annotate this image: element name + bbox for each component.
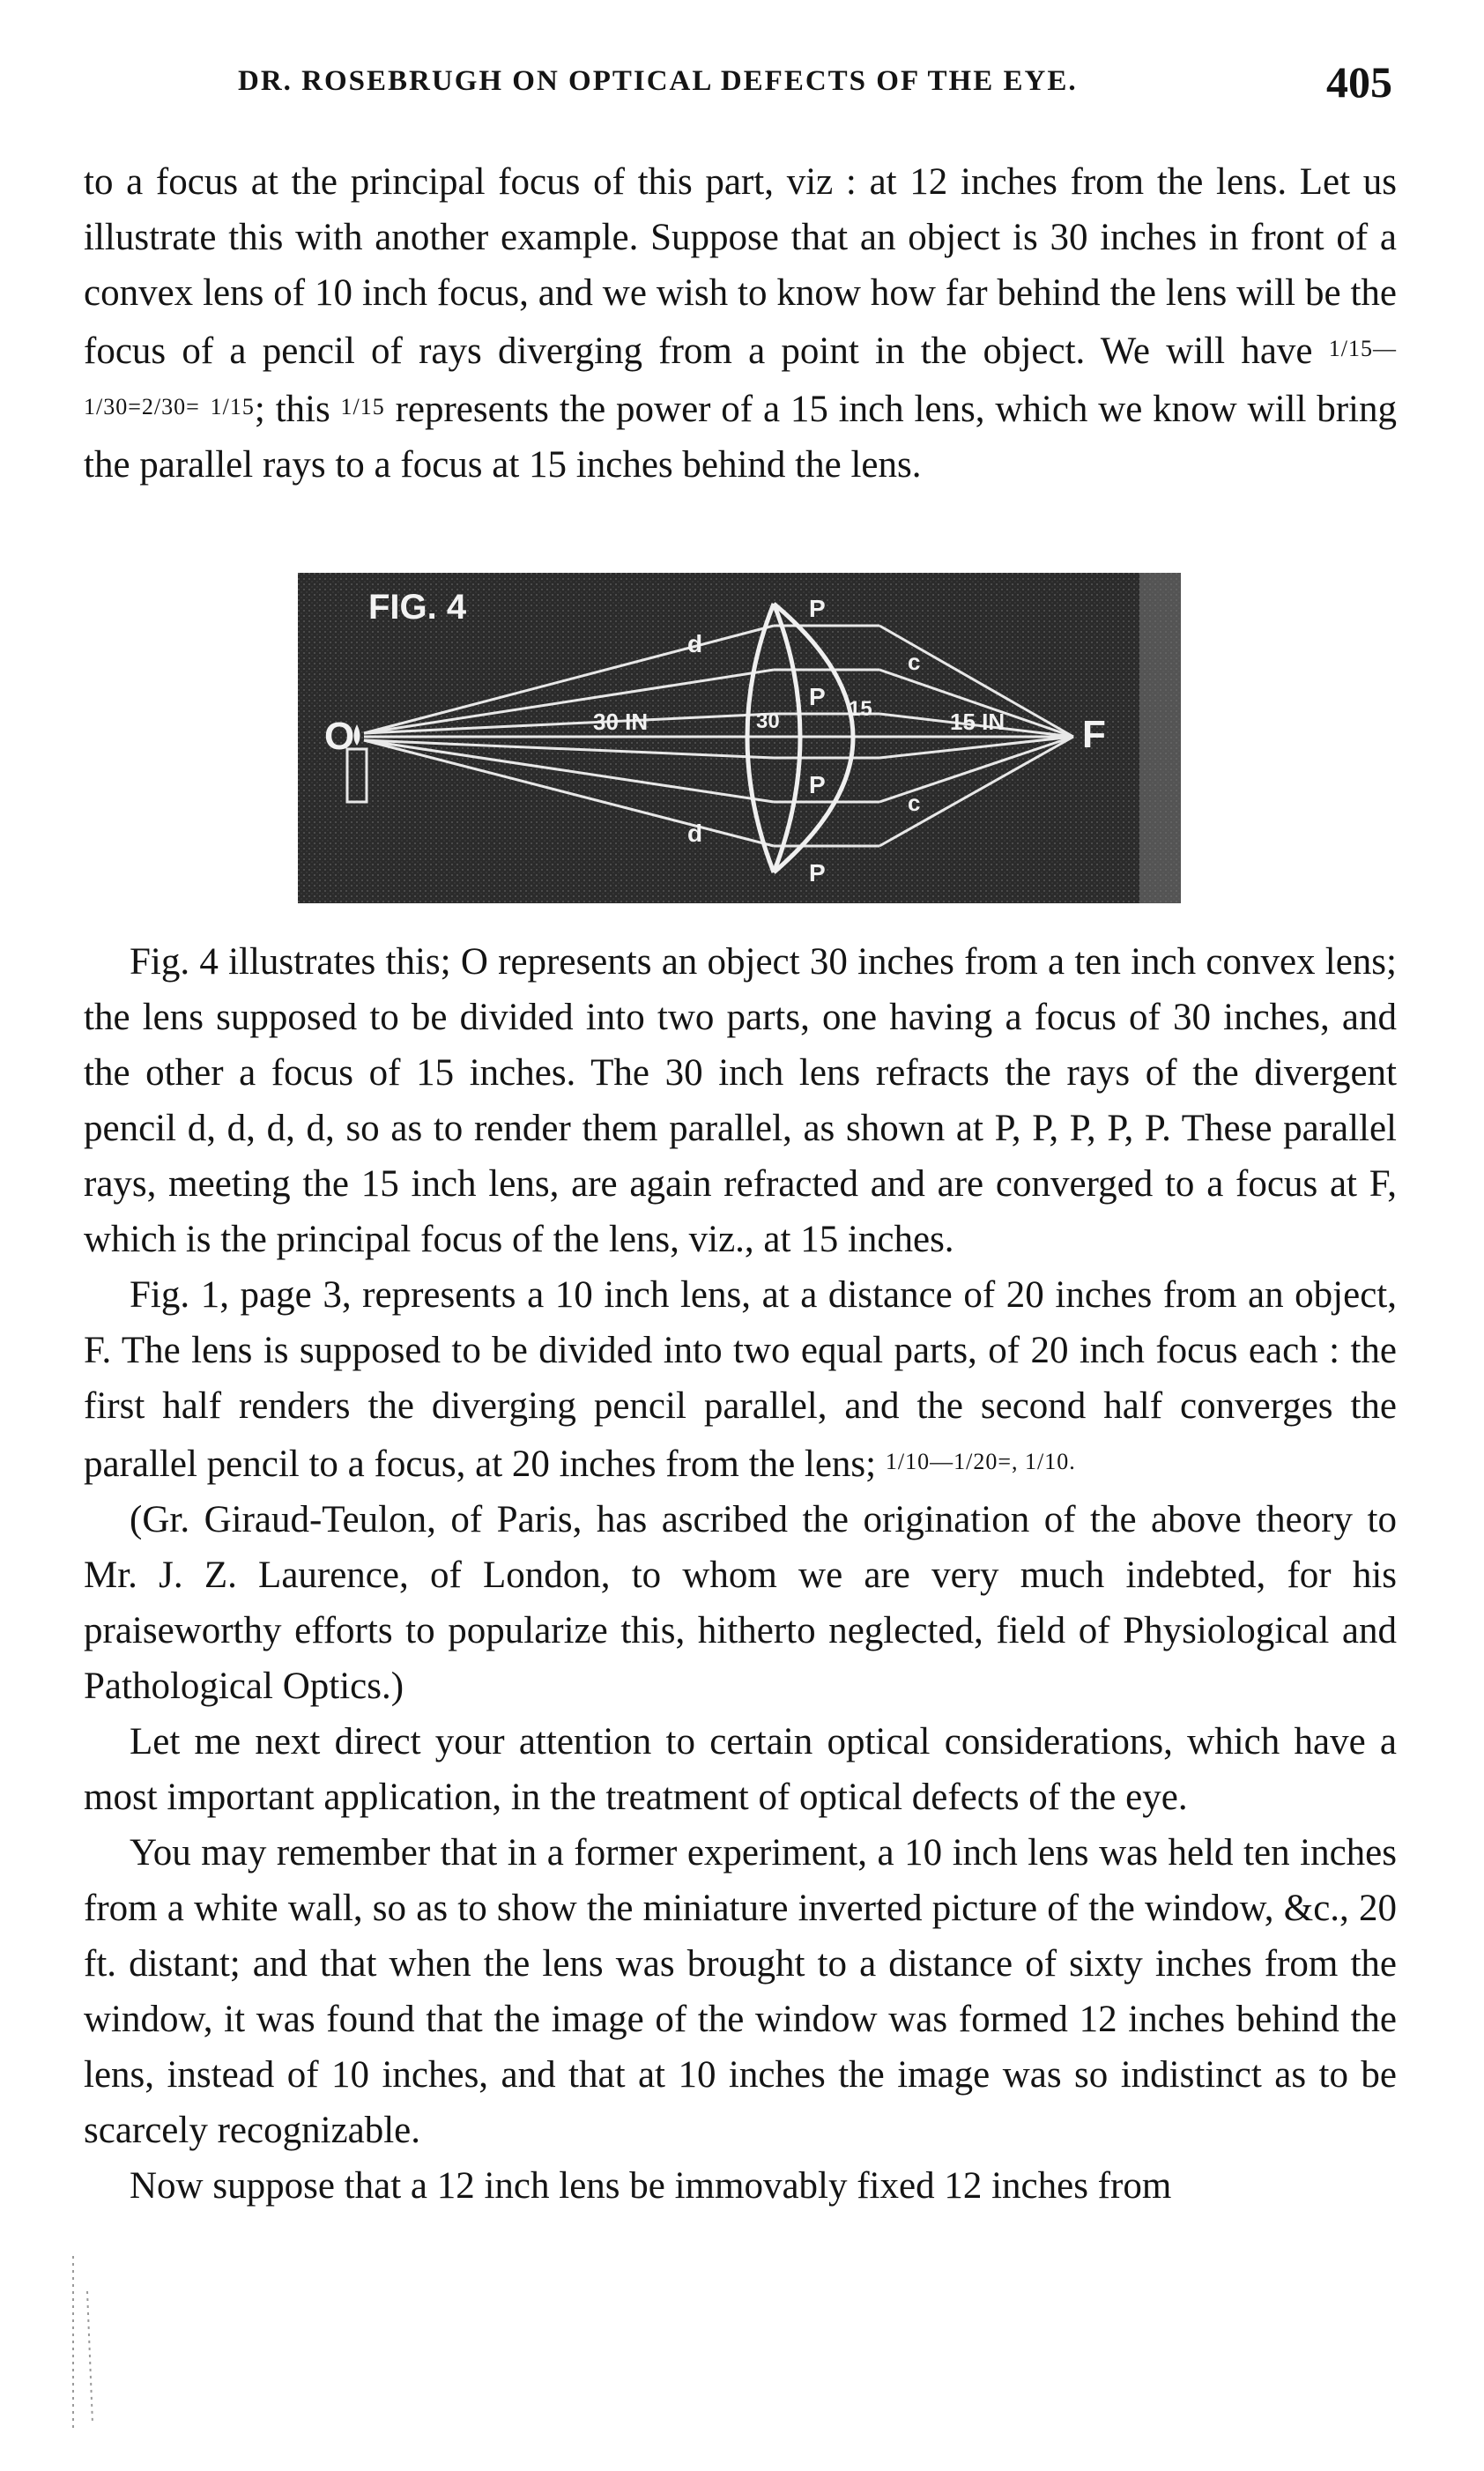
paragraph-1-text: to a focus at the principal focus of this part, viz : at 12 inches from the lens. Let us illustrate this with another example. Suppose that an object is 30 inches in front of a convex lens of 10 inch focus, and we wish to know how far behind the lens will be the focus of a pencil of rays diverging from a point in the object. We will have [84, 161, 1397, 372]
figure-edge-shade [1139, 573, 1181, 903]
figure-4 [298, 573, 1181, 903]
ray-label-d1: d [687, 630, 703, 657]
ray-label-d2: d [687, 820, 703, 847]
lens-label-15: 15 [849, 697, 872, 721]
paragraph-7: Now suppose that a 12 inch lens be immovably fixed 12 inches from [130, 2165, 1172, 2207]
text-block-top [84, 154, 1397, 493]
ray-label-c2: c [908, 790, 921, 816]
formula-1: 1/15—1/30=2/30= [84, 336, 1397, 419]
ray-label-p1: P [809, 595, 826, 622]
figure-4-diagram [298, 573, 1181, 903]
page-number: 405 [1326, 57, 1392, 107]
formula-1-result: 1/15 [210, 394, 255, 419]
figure-label: FIG. 4 [368, 588, 467, 627]
paragraph-1-end: represents the power of a 15 inch lens, which we know will bring the parallel rays to a focus at 15 inches behind the lens. [84, 389, 1397, 486]
ray-label-p4: P [809, 859, 826, 887]
running-title: DR. ROSEBRUGH ON OPTICAL DEFECTS OF THE EYE. [238, 65, 1078, 97]
paragraph-3-text: Fig. 1, page 3, represents a 10 inch lens, at a distance of 20 inches from an object, F. The lens is supposed to be divided into two equal parts, of 20 inch focus each : the first half renders the diverging pencil parallel, and the second half converges the parallel pencil to a focus, at 20 inches from the lens; [84, 1274, 1397, 1485]
object-label: O [324, 715, 355, 758]
paragraph-5: Let me next direct your attention to certain optical considerations, which have a most important application, in the treatment of optical defects of the eye. [84, 1721, 1397, 1818]
scan-artifact [66, 2256, 119, 2432]
formula-2: 1/10—1/20=, 1/10. [885, 1449, 1076, 1474]
ray-label-p2: P [809, 683, 826, 710]
distance-30-label: 30 IN [593, 709, 649, 735]
paragraph-2: Fig. 4 illustrates this; O represents an object 30 inches from a ten inch convex lens; the lens supposed to be divided into two parts, one having a focus of 30 inches, and the other a focus of 15 inches. The 30 inch lens refracts the rays of the divergent pencil d, d, d, d, so as to render them parallel, as shown at P, P, P, P, P. These parallel rays, meeting the 15 inch lens, are again refracted and are converged to a focus at F, which is the principal focus of the lens, viz., at 15 inches. [84, 941, 1397, 1260]
ray-label-p3: P [809, 771, 826, 798]
formula-1-fraction: 1/15 [340, 394, 385, 419]
lens-label-30: 30 [756, 709, 780, 733]
text-block-bottom [84, 934, 1397, 2214]
distance-15-label: 15 IN [950, 709, 1005, 735]
focus-label: F [1082, 713, 1106, 756]
running-head [211, 56, 1401, 109]
ray-label-c1: c [908, 649, 921, 675]
paragraph-6: You may remember that in a former experiment, a 10 inch lens was held ten inches from a white wall, so as to show the miniature inverted picture of the window, &c., 20 ft. distant; and that when the lens was brought to a distance of sixty inches from the window, it was found that the image of the window was formed 12 inches behind the lens, instead of 10 inches, and that at 10 inches the image was so indistinct as to be scarcely recognizable. [84, 1832, 1397, 2151]
paragraph-1 [84, 154, 1397, 493]
paragraph-1-cont: ; this [254, 389, 341, 430]
paragraph-3 [84, 1267, 1397, 1492]
paragraph-4: (Gr. Giraud-Teulon, of Paris, has ascribed the origination of the above theory to Mr. J. Z. Laurence, of London, to whom we are very much indebted, for his praiseworthy efforts to popularize this, hitherto neglected, field of Physiological and Pathological Optics.) [84, 1499, 1397, 1707]
